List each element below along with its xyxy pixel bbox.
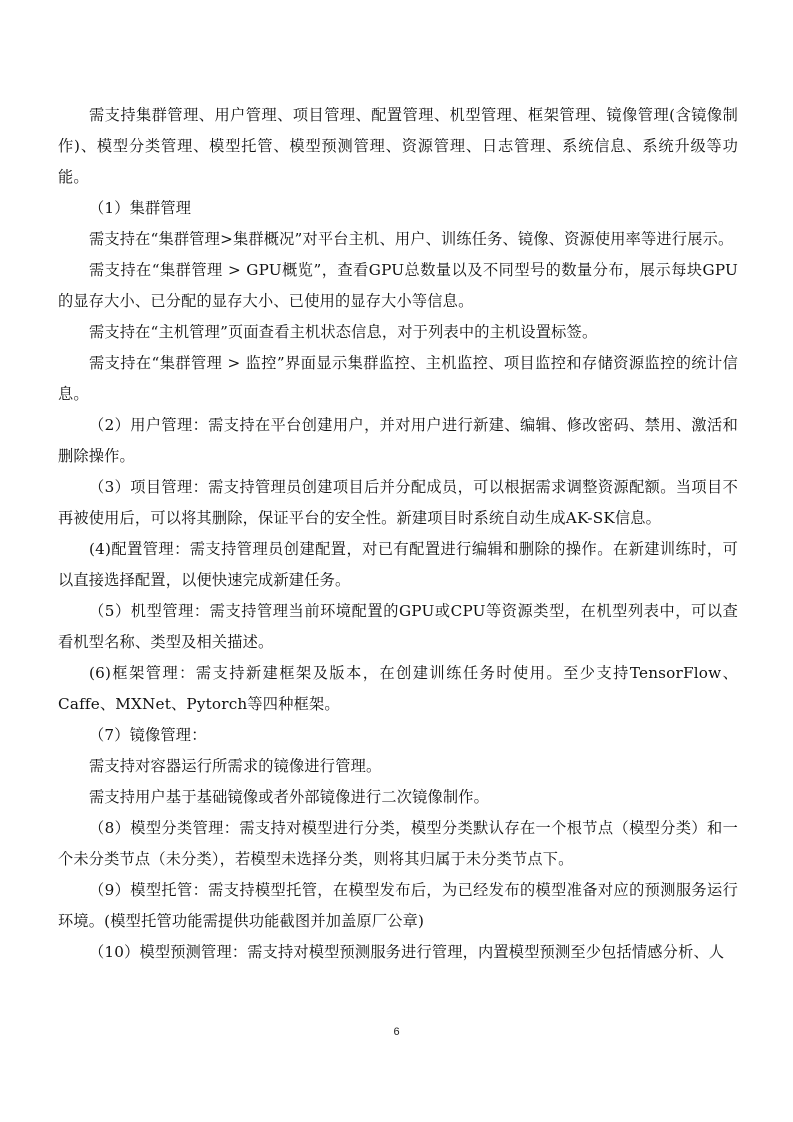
- paragraph-model-category: （8）模型分类管理：需支持对模型进行分类，模型分类默认存在一个根节点（模型分类）和一个未分类节点（未分类），若模型未选择分类，则将其归属于未分类节点下。: [58, 819, 738, 868]
- paragraph-image-building: 需支持用户基于基础镜像或者外部镜像进行二次镜像制作。: [89, 788, 490, 806]
- paragraph-user-management: （2）用户管理：需支持在平台创建用户，并对用户进行新建、编辑、修改密码、禁用、激活和删除操作。: [58, 416, 738, 465]
- paragraph-model-hosting: （9）模型托管：需支持模型托管，在模型发布后，为已经发布的模型准备对应的预测服务运行环境。(模型托管功能需提供功能截图并加盖原厂公章): [58, 881, 738, 930]
- paragraph-project-management: （3）项目管理：需支持管理员创建项目后并分配成员，可以根据需求调整资源配额。当项目不再被使用后，可以将其删除，保证平台的安全性。新建项目时系统自动生成AK-SK信息。: [58, 478, 738, 527]
- heading-image-management: （7）镜像管理：: [89, 726, 207, 744]
- paragraph-gpu-overview: 需支持在“集群管理 > GPU概览”，查看GPU总数量以及不同型号的数量分布，展示每块GPU的显存大小、已分配的显存大小、已使用的显存大小等信息。: [58, 261, 738, 310]
- paragraph-cluster-overview: 需支持在“集群管理>集群概况”对平台主机、用户、训练任务、镜像、资源使用率等进行展示。: [89, 230, 734, 248]
- paragraph-framework-management: (6)框架管理：需支持新建框架及版本，在创建训练任务时使用。至少支持TensorFlow、Caffe、MXNet、Pytorch等四种框架。: [58, 664, 738, 713]
- paragraph-monitoring: 需支持在“集群管理 > 监控”界面显示集群监控、主机监控、项目监控和存储资源监控的统计信息。: [58, 354, 738, 403]
- page-number: 6: [393, 1026, 400, 1038]
- paragraph-intro: 需支持集群管理、用户管理、项目管理、配置管理、机型管理、框架管理、镜像管理(含镜像制作)、模型分类管理、模型托管、模型预测管理、资源管理、日志管理、系统信息、系统升级等功能。: [58, 106, 738, 186]
- paragraph-host-management: 需支持在“主机管理”页面查看主机状态信息，对于列表中的主机设置标签。: [89, 323, 598, 341]
- paragraph-model-prediction: （10）模型预测管理：需支持对模型预测服务进行管理，内置模型预测至少包括情感分析、人: [89, 943, 725, 961]
- paragraph-machine-type-management: （5）机型管理：需支持管理当前环境配置的GPU或CPU等资源类型，在机型列表中，可以查看机型名称、类型及相关描述。: [58, 602, 738, 651]
- paragraph-image-management: 需支持对容器运行所需求的镜像进行管理。: [89, 757, 382, 775]
- heading-cluster-management: （1）集群管理: [89, 199, 192, 217]
- body-text: [58, 100, 738, 968]
- paragraph-config-management: (4)配置管理：需支持管理员创建配置，对已有配置进行编辑和删除的操作。在新建训练时，可以直接选择配置，以便快速完成新建任务。: [58, 540, 738, 589]
